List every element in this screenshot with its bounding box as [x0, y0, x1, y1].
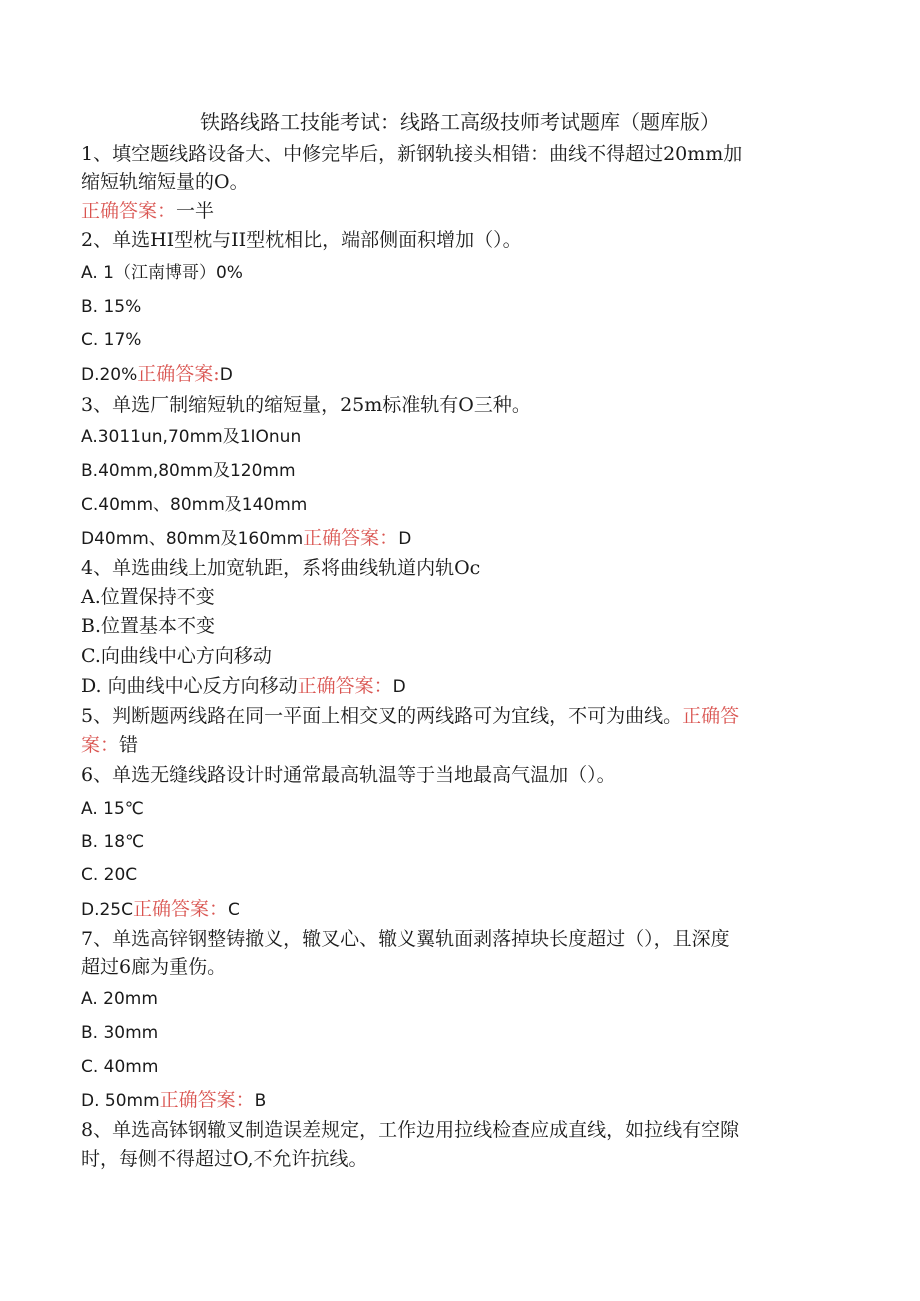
answer-value: 一半	[176, 200, 215, 222]
answer-label-part1: 正确答	[682, 705, 740, 727]
q2-option-a: A. 1（江南博哥）0%	[81, 263, 243, 283]
q5-answer	[81, 731, 138, 759]
q6-option-d: D.25C	[81, 900, 133, 920]
q8-text-line2: 时，每侧不得超过O,不允许抗线。	[81, 1148, 368, 1170]
q3-text: 3、单选厂制缩短轨的缩短量，25m标准轨有O三种。	[81, 394, 531, 416]
q8-text-line1: 8、单选高钵钢辙叉制造误差规定，工作边用拉线检查应成直线，如拉线有空隙	[81, 1119, 740, 1141]
q4-option-d: D. 向曲线中心反方向移动	[81, 675, 298, 697]
answer-value: 错	[119, 734, 139, 756]
q2-option-d: D.20%	[81, 365, 138, 385]
q2-option-b: B. 15%	[81, 297, 142, 317]
q3-option-b: B.40mm,80mm及120mm	[81, 461, 296, 481]
q4-option-a: A.位置保持不变	[81, 586, 215, 608]
q2-text: 2、单选HI型枕与II型枕相比，端部侧面积增加（）。	[81, 229, 522, 251]
document-title: 铁路线路工技能考试：线路工高级技师考试题库（题库版）	[200, 110, 720, 134]
answer-label: 正确答案：	[303, 527, 399, 549]
q2-option-c: C. 17%	[81, 330, 142, 350]
q4-option-c: C.向曲线中心方向移动	[81, 645, 272, 667]
q5-text-line1	[81, 702, 739, 730]
q3-option-d: D40mm、80mm及160mm	[81, 529, 304, 549]
q3-option-a: A.3011un,70mm及1IOnun	[81, 427, 302, 447]
answer-label: 正确答案：	[297, 675, 393, 697]
q7-option-d-with-answer	[81, 1086, 266, 1115]
q7-text-line2: 超过6廊为重伤。	[81, 956, 227, 978]
q1-answer	[81, 197, 214, 225]
answer-value: D	[392, 677, 406, 697]
answer-value: C	[228, 900, 240, 920]
q4-option-d-with-answer	[81, 672, 406, 701]
q6-text: 6、单选无缝线路设计时通常最高轨温等于当地最高气温加（）。	[81, 764, 616, 786]
q7-option-b: B. 30mm	[81, 1023, 159, 1043]
q4-option-b: B.位置基本不变	[81, 615, 216, 637]
q2-option-d-with-answer	[81, 360, 233, 389]
answer-label-part2: 案：	[81, 734, 120, 756]
answer-label: 正确答案：	[159, 1089, 255, 1111]
q6-option-d-with-answer	[81, 895, 240, 924]
q7-option-c: C. 40mm	[81, 1057, 159, 1077]
answer-value: D	[398, 529, 412, 549]
q1-text-line1: 1、填空题线路设备大、中修完毕后，新钢轨接头相错：曲线不得超过20mm加	[81, 143, 743, 165]
q7-text-line1: 7、单选高锌钢整铸撤义，辙叉心、辙义翼轨面剥落掉块长度超过（），且深度	[81, 928, 730, 950]
q4-text: 4、单选曲线上加宽轨距，系将曲线轨道内轨Oc	[81, 557, 481, 579]
answer-label: 正确答案：	[81, 200, 177, 222]
answer-label: 正确答案:	[137, 363, 220, 385]
q6-option-b: B. 18℃	[81, 832, 145, 852]
answer-value: B	[254, 1091, 267, 1111]
q3-option-c: C.40mm、80mm及140mm	[81, 495, 308, 515]
q7-option-d: D. 50mm	[81, 1091, 160, 1111]
q5-text: 5、判断题两线路在同一平面上相交叉的两线路可为宜线，不可为曲线。	[81, 705, 683, 727]
answer-label: 正确答案：	[133, 898, 229, 920]
q6-option-c: C. 20C	[81, 865, 138, 885]
q1-text-line2: 缩短轨缩短量的O。	[81, 171, 249, 193]
answer-value: D	[219, 365, 233, 385]
q7-option-a: A. 20mm	[81, 989, 158, 1009]
q3-option-d-with-answer	[81, 524, 411, 553]
q6-option-a: A. 15℃	[81, 799, 144, 819]
